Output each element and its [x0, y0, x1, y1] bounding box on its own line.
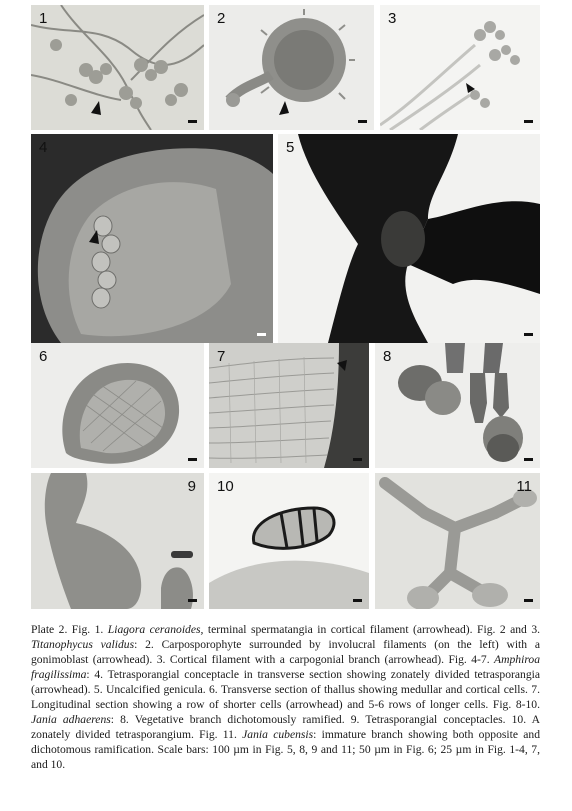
micrograph-thallus-transverse [31, 343, 204, 468]
figure-panel-11 [375, 473, 540, 609]
panel-number: 6 [39, 348, 48, 365]
figure-panel-3 [380, 5, 540, 130]
micrograph-carposporophyte [209, 5, 374, 130]
micrograph-immature-branch [375, 473, 540, 609]
panel-number: 5 [286, 139, 295, 156]
panel-number: 10 [217, 478, 234, 495]
scale-bar [353, 458, 362, 461]
micrograph-tetrasporangial-conceptacle [31, 134, 273, 343]
micrograph-vegetative-branch [375, 343, 540, 468]
panel-number: 11 [516, 478, 532, 495]
scale-bar [188, 120, 197, 123]
scale-bar [524, 333, 533, 336]
figure-panel-6 [31, 343, 204, 468]
figure-panel-9 [31, 473, 204, 609]
scale-bar [188, 599, 197, 602]
scale-bar [358, 120, 367, 123]
scale-bar [524, 458, 533, 461]
scale-bar [188, 458, 197, 461]
scale-bar [257, 333, 266, 336]
plate-caption: Plate 2. Fig. 1. Liagora ceranoides, terminal spermatangia in cortical filament (arrowhead). Fig. 2 and 3. Titanophycus validus: 2. Carposporophyte surrounded by involucral filaments (on the left) with a gonimoblast (arrowhead). 3. Cortical filament with a carpogonial branch (arrowhead). Fig. 4-7. Amphiroa fragilissima: 4. Tetrasporangial conceptacle in transverse section showing zonately divided tetrasporangia (arrowhead). 5. Uncalcified genicula. 6. Transverse section of thallus showing medullar and cortical cells. 7. Longitudinal section showing a row of shorter cells (arrowhead) and 5-6 rows of longer cells. Fig. 8-10. Jania adhaerens: 8. Vegetative branch dichotomously ramified. 9. Tetrasporangial conceptacles. 10. A zonately divided tetrasporangium. Fig. 11. Jania cubensis: immature branch showing both opposite and dichotomous ramification. Scale bars: 100 µm in Fig. 5, 8, 9 and 11; 50 µm in Fig. 6; 25 µm in Fig. 1-4, 7, and 10. [31, 623, 541, 772]
micrograph-tetrasporangial-conceptacles [31, 473, 204, 609]
panel-number: 8 [383, 348, 392, 365]
panel-number: 3 [388, 10, 397, 27]
panel-number: 2 [217, 10, 226, 27]
panel-number: 1 [39, 10, 48, 27]
scale-bar [524, 599, 533, 602]
panel-number: 9 [187, 478, 196, 495]
micrograph-longitudinal-section [209, 343, 369, 468]
micrograph-uncalcified-genicula [278, 134, 540, 343]
figure-panel-8 [375, 343, 540, 468]
figure-panel-1 [31, 5, 204, 130]
figure-panel-10 [209, 473, 369, 609]
micrograph-cortical-filament [380, 5, 540, 130]
figure-panel-2 [209, 5, 374, 130]
micrograph-spermatangia [31, 5, 204, 130]
figure-panel-4 [31, 134, 273, 343]
panel-number: 4 [39, 139, 48, 156]
figure-panel-7 [209, 343, 369, 468]
panel-number: 7 [217, 348, 226, 365]
figure-panel-5 [278, 134, 540, 343]
scale-bar [353, 599, 362, 602]
scale-bar [524, 120, 533, 123]
